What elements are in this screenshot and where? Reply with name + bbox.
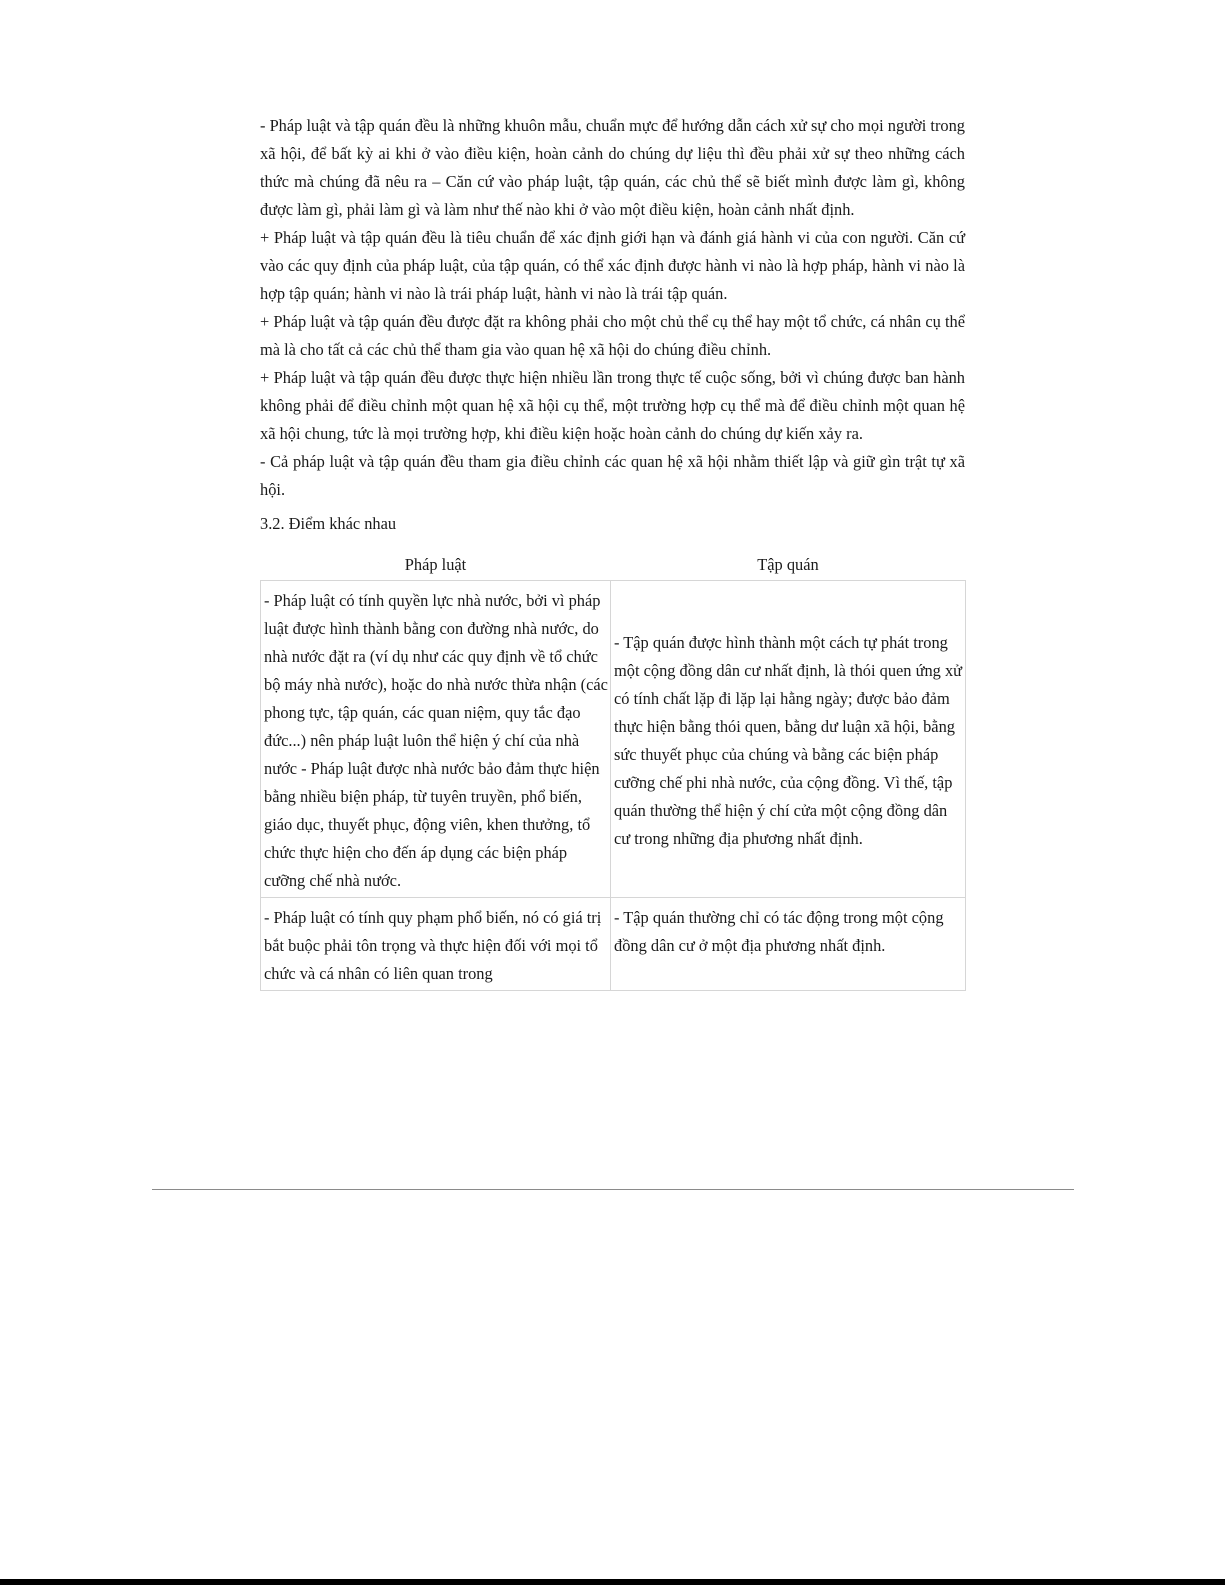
- table-row: [261, 581, 966, 898]
- paragraph-similarity-standards: - Pháp luật và tập quán đều là những khuôn mẫu, chuẩn mực để hướng dẫn cách xử sự cho mọi người trong xã hội, để bất kỳ ai khi ở vào điều kiện, hoàn cảnh do chúng dự liệu thì đều phải xử sự theo những cách thức mà chúng đã nêu ra – Căn cứ vào pháp luật, tập quán, các chủ thể sẽ biết mình được làm gì, không được làm gì, phải làm gì và làm như thế nào khi ở vào một điều kiện, hoàn cảnh nhất định.: [260, 116, 965, 219]
- section-heading: 3.2. Điểm khác nhau: [260, 514, 397, 533]
- table-row: [261, 898, 966, 991]
- comparison-table: [260, 552, 966, 991]
- column-header-law: Pháp luật: [404, 555, 467, 574]
- bottom-edge-bar: [0, 1579, 1225, 1585]
- paragraph-social-order: - Cả pháp luật và tập quán đều tham gia điều chỉnh các quan hệ xã hội nhằm thiết lập và giữ gìn trật tự xã hội.: [260, 452, 965, 499]
- document-body: [260, 112, 965, 991]
- table-cell-law: - Pháp luật có tính quy phạm phổ biến, nó có giá trị bắt buộc phải tôn trọng và thực hiện đối với mọi tổ chức và cá nhân có liên quan trong: [261, 898, 611, 991]
- column-header-custom: Tập quán: [757, 555, 819, 574]
- paragraph-repeated-application: + Pháp luật và tập quán đều được thực hiện nhiều lần trong thực tế cuộc sống, bởi vì chúng được ban hành không phải để điều chỉnh một quan hệ xã hội cụ thể, một trường hợp cụ thể mà để điều chỉnh một quan hệ xã hội chung, tức là mọi trường hợp, khi điều kiện hoặc hoàn cảnh do chúng dự kiến xảy ra.: [260, 368, 965, 443]
- table-cell-custom: - Tập quán thường chỉ có tác động trong một cộng đồng dân cư ở một địa phương nhất định.: [611, 898, 966, 991]
- paragraph-behavior-criteria: + Pháp luật và tập quán đều là tiêu chuẩn để xác định giới hạn và đánh giá hành vi của con người. Căn cứ vào các quy định của pháp luật, của tập quán, có thể xác định được hành vi nào là hợp pháp, hành vi nào là hợp tập quán; hành vi nào là trái pháp luật, hành vi nào là trái tập quán.: [260, 228, 965, 303]
- page-divider: [152, 1189, 1074, 1190]
- table-header-row: [261, 552, 966, 581]
- paragraph-general-subjects: + Pháp luật và tập quán đều được đặt ra không phải cho một chủ thể cụ thể hay một tổ chức, cá nhân cụ thể mà là cho tất cả các chủ thể tham gia vào quan hệ xã hội do chúng điều chỉnh.: [260, 312, 965, 359]
- table-cell-law: - Pháp luật có tính quyền lực nhà nước, bởi vì pháp luật được hình thành bằng con đường nhà nước, do nhà nước đặt ra (ví dụ như các quy định về tổ chức bộ máy nhà nước), hoặc do nhà nước thừa nhận (các phong tực, tập quán, các quan niệm, quy tắc đạo đức...) nên pháp luật luôn thể hiện ý chí của nhà nước - Pháp luật được nhà nước bảo đảm thực hiện bằng nhiều biện pháp, từ tuyên truyền, phổ biến, giáo dục, thuyết phục, động viên, khen thưởng, tổ chức thực hiện cho đến áp dụng các biện pháp cưỡng chế nhà nước.: [261, 581, 611, 898]
- table-cell-custom: - Tập quán được hình thành một cách tự phát trong một cộng đồng dân cư nhất định, là thói quen ứng xử có tính chất lặp đi lặp lại hằng ngày; được bảo đảm thực hiện bằng thói quen, bằng dư luận xã hội, bằng sức thuyết phục của chúng và bằng các biện pháp cưỡng chế phi nhà nước, của cộng đồng. Vì thế, tập quán thường thể hiện ý chí cửa một cộng đồng dân cư trong những địa phương nhất định.: [611, 581, 966, 898]
